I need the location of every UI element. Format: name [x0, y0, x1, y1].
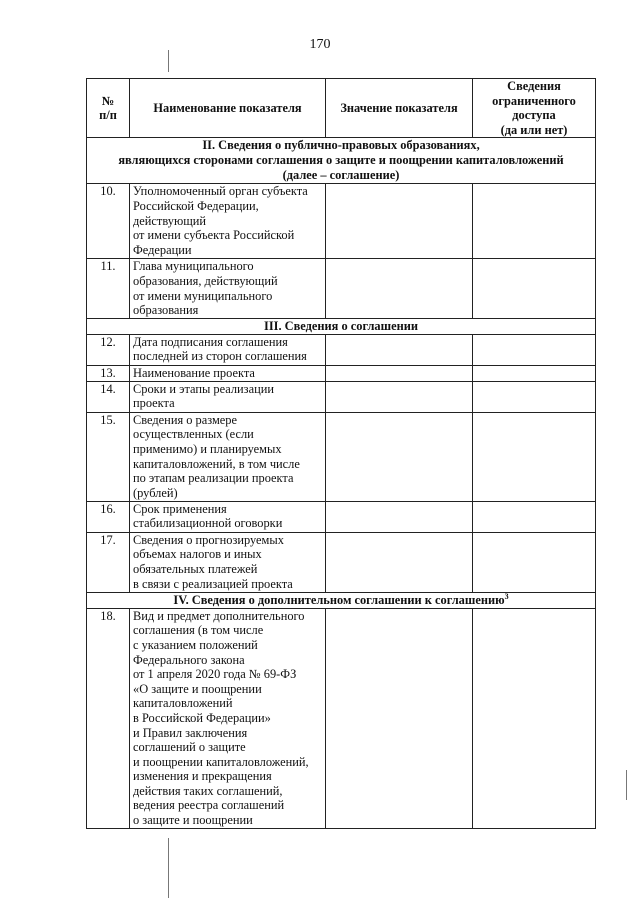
indicator-name: Срок применения стабилизационной оговорки [130, 501, 326, 532]
restricted-access [473, 532, 596, 592]
indicator-value [326, 184, 473, 259]
table-row [87, 501, 596, 532]
table-body [87, 138, 596, 828]
section-heading: IV. Сведения о дополнительном соглашении к соглашению$^3$ [87, 592, 596, 608]
indicator-value [326, 532, 473, 592]
indicator-value [326, 259, 473, 318]
restricted-access [473, 608, 596, 828]
table-row [87, 412, 596, 501]
col-header-number: № п/п [87, 79, 130, 138]
row-number: 10. [87, 184, 130, 259]
row-number: 18. [87, 608, 130, 828]
table-row [87, 334, 596, 365]
restricted-access [473, 259, 596, 318]
col-header-indicator-value: Значение показателя [326, 79, 473, 138]
row-number: 14. [87, 381, 130, 412]
restricted-access [473, 381, 596, 412]
restricted-access [473, 501, 596, 532]
scan-mark [168, 838, 169, 898]
section-row [87, 138, 596, 184]
indicator-name: Сроки и этапы реализации проекта [130, 381, 326, 412]
scan-mark [168, 50, 169, 72]
row-number: 11. [87, 259, 130, 318]
row-number: 16. [87, 501, 130, 532]
row-number: 17. [87, 532, 130, 592]
table-row [87, 259, 596, 318]
indicator-name: Наименование проекта [130, 365, 326, 381]
indicator-name: Уполномоченный орган субъекта Российской Федерации, действующий от имени субъекта Российской Федерации [130, 184, 326, 259]
table-row [87, 532, 596, 592]
indicator-value [326, 608, 473, 828]
indicator-name: Сведения о размере осуществленных (если применимо) и планируемых капиталовложений, в том числе по этапам реализации проекта (рублей) [130, 412, 326, 501]
section-heading: III. Сведения о соглашении [87, 318, 596, 334]
section-row [87, 592, 596, 608]
restricted-access [473, 184, 596, 259]
indicator-value [326, 412, 473, 501]
indicator-value [326, 334, 473, 365]
restricted-access [473, 365, 596, 381]
row-number: 13. [87, 365, 130, 381]
table-row [87, 365, 596, 381]
col-header-restricted-access: Сведения ограниченного доступа (да или нет) [473, 79, 596, 138]
indicator-name: Дата подписания соглашения последней из сторон соглашения [130, 334, 326, 365]
indicator-name: Сведения о прогнозируемых объемах налогов и иных обязательных платежей в связи с реализацией проекта [130, 532, 326, 592]
footnote-marker: 3 [504, 591, 509, 601]
indicators-table [86, 78, 596, 829]
col-header-indicator-name: Наименование показателя [130, 79, 326, 138]
section-row [87, 318, 596, 334]
page-number: 170 [309, 37, 331, 52]
table-row [87, 184, 596, 259]
restricted-access [473, 334, 596, 365]
indicator-name: Вид и предмет дополнительного соглашения (в том числе с указанием положений Федерального закона от 1 апреля 2020 года № 69-ФЗ «О защите и поощрении капиталовложений в Российской Федерации» и Правил заключения соглашений о защите и поощрении капиталовложений, изменения и прекращения действия таких соглашений, ведения реестра соглашений о защите и поощрении [130, 608, 326, 828]
indicator-value [326, 501, 473, 532]
indicator-name: Глава муниципального образования, действующий от имени муниципального образования [130, 259, 326, 318]
section-heading: II. Сведения о публично-правовых образованиях, являющихся сторонами соглашения о защите и поощрении капиталовложений (далее – соглашение) [87, 138, 596, 184]
row-number: 12. [87, 334, 130, 365]
scan-mark [626, 770, 627, 800]
indicator-value [326, 381, 473, 412]
table-row [87, 608, 596, 828]
row-number: 15. [87, 412, 130, 501]
table-header-row [87, 79, 596, 138]
indicator-value [326, 365, 473, 381]
table-row [87, 381, 596, 412]
restricted-access [473, 412, 596, 501]
